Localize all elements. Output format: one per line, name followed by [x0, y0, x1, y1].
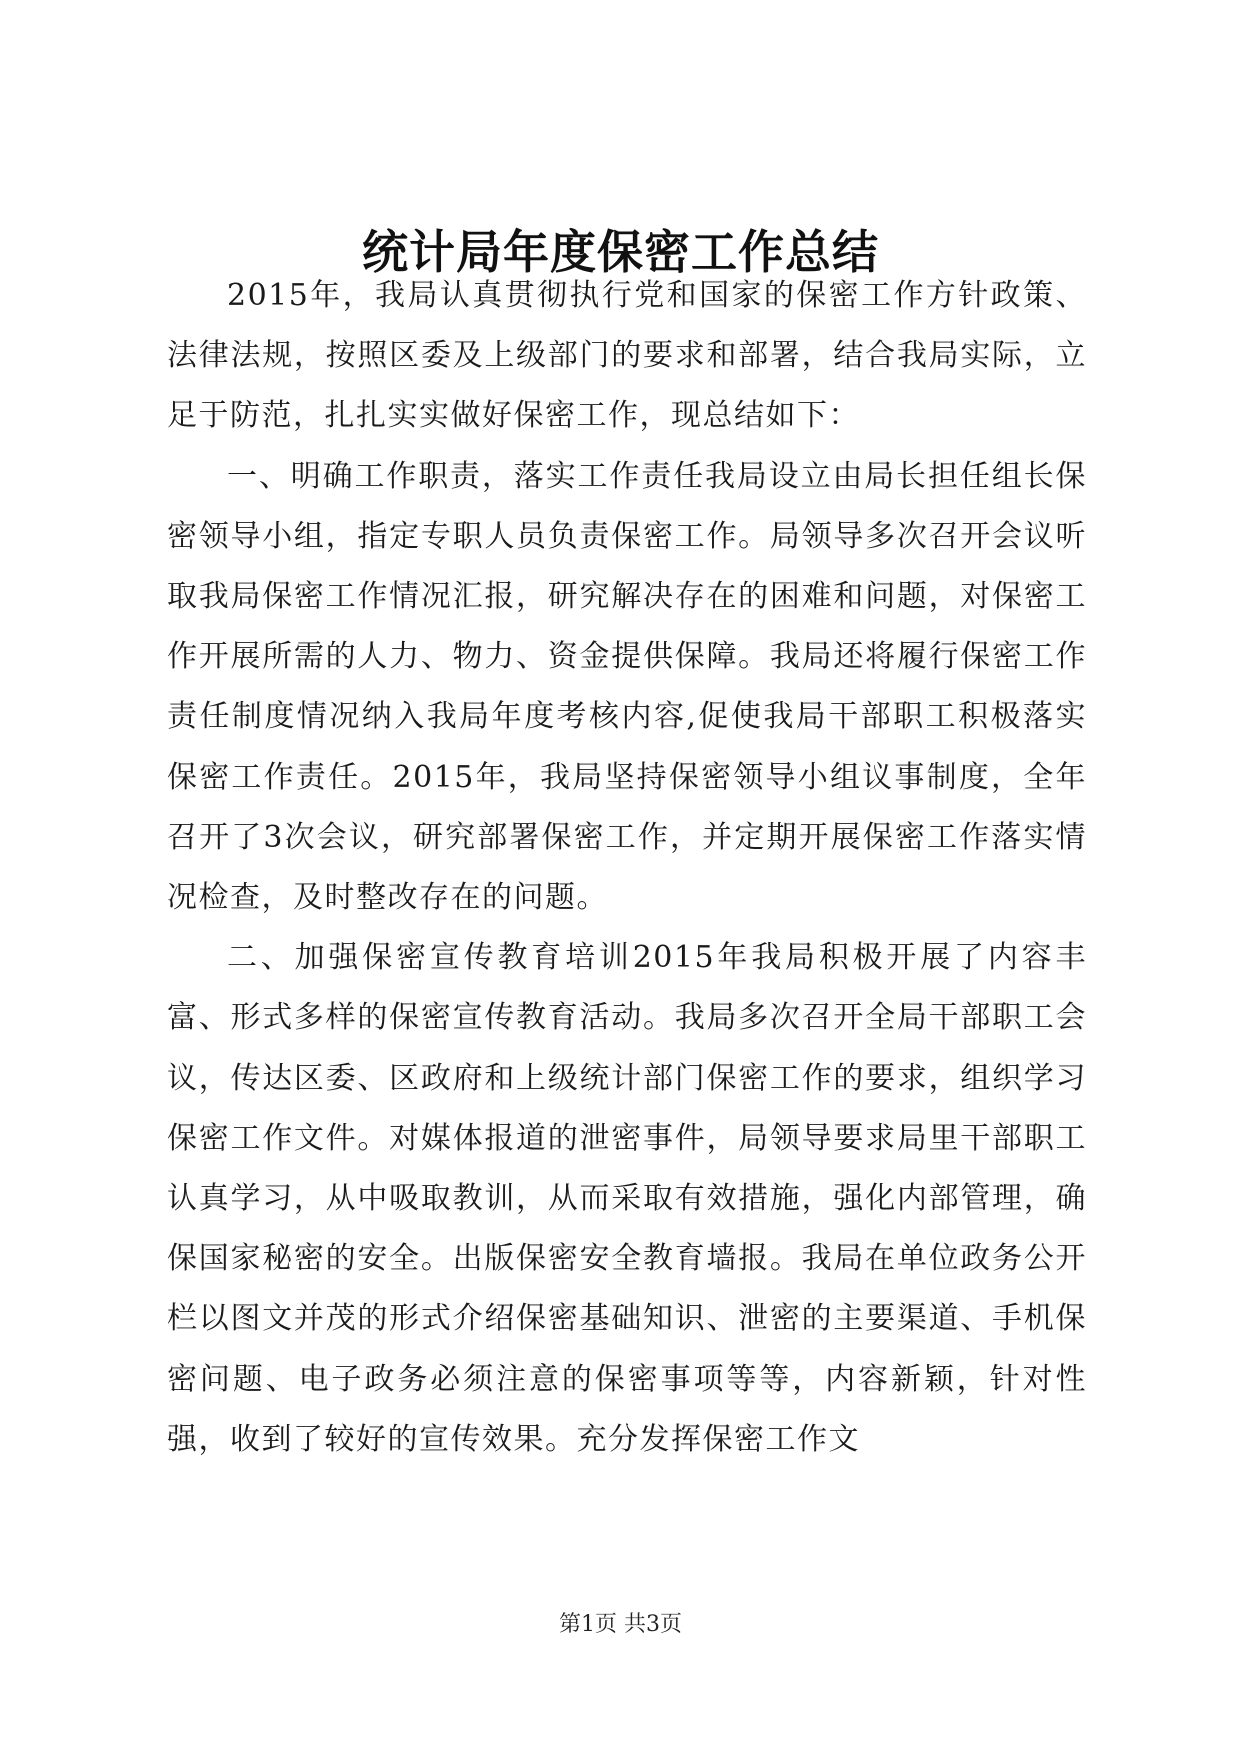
paragraph-intro: 2015年，我局认真贯彻执行党和国家的保密工作方针政策、法律法规，按照区委及上级部门的要求和部署，结合我局实际，立足于防范，扎扎实实做好保密工作，现总结如下： [167, 278, 1087, 434]
paragraph-section-2: 二、加强保密宣传教育培训2015年我局积极开展了内容丰富、形式多样的保密宣传教育活动。我局多次召开全局干部职工会议，传达区委、区政府和上级统计部门保密工作的要求，组织学习保密工作文件。对媒体报道的泄密事件，局领导要求局里干部职工认真学习，从中吸取教训，从而采取有效措施，强化内部管理，确保国家秘密的安全。出版保密安全教育墙报。我局在单位政务公开栏以图文并茂的形式介绍保密基础知识、泄密的主要渠道、手机保密问题、电子政务必须注意的保密事项等等，内容新颖，针对性强，收到了较好的宣传效果。充分发挥保密工作文 [167, 940, 1087, 1457]
page-footer: 第1页 共3页 [559, 1612, 682, 1637]
paragraph-section-1: 一、明确工作职责，落实工作责任我局设立由局长担任组长保密领导小组，指定专职人员负责保密工作。局领导多次召开会议听取我局保密工作情况汇报，研究解决存在的困难和问题，对保密工作开展所需的人力、物力、资金提供保障。我局还将履行保密工作责任制度情况纳入我局年度考核内容,促使我局干部职工积极落实保密工作责任。2015年，我局坚持保密领导小组议事制度，全年召开了3次会议，研究部署保密工作，并定期开展保密工作落实情况检查，及时整改存在的问题。 [167, 458, 1087, 916]
document-body [167, 266, 1087, 1470]
document-title: 统计局年度保密工作总结 [362, 225, 879, 279]
